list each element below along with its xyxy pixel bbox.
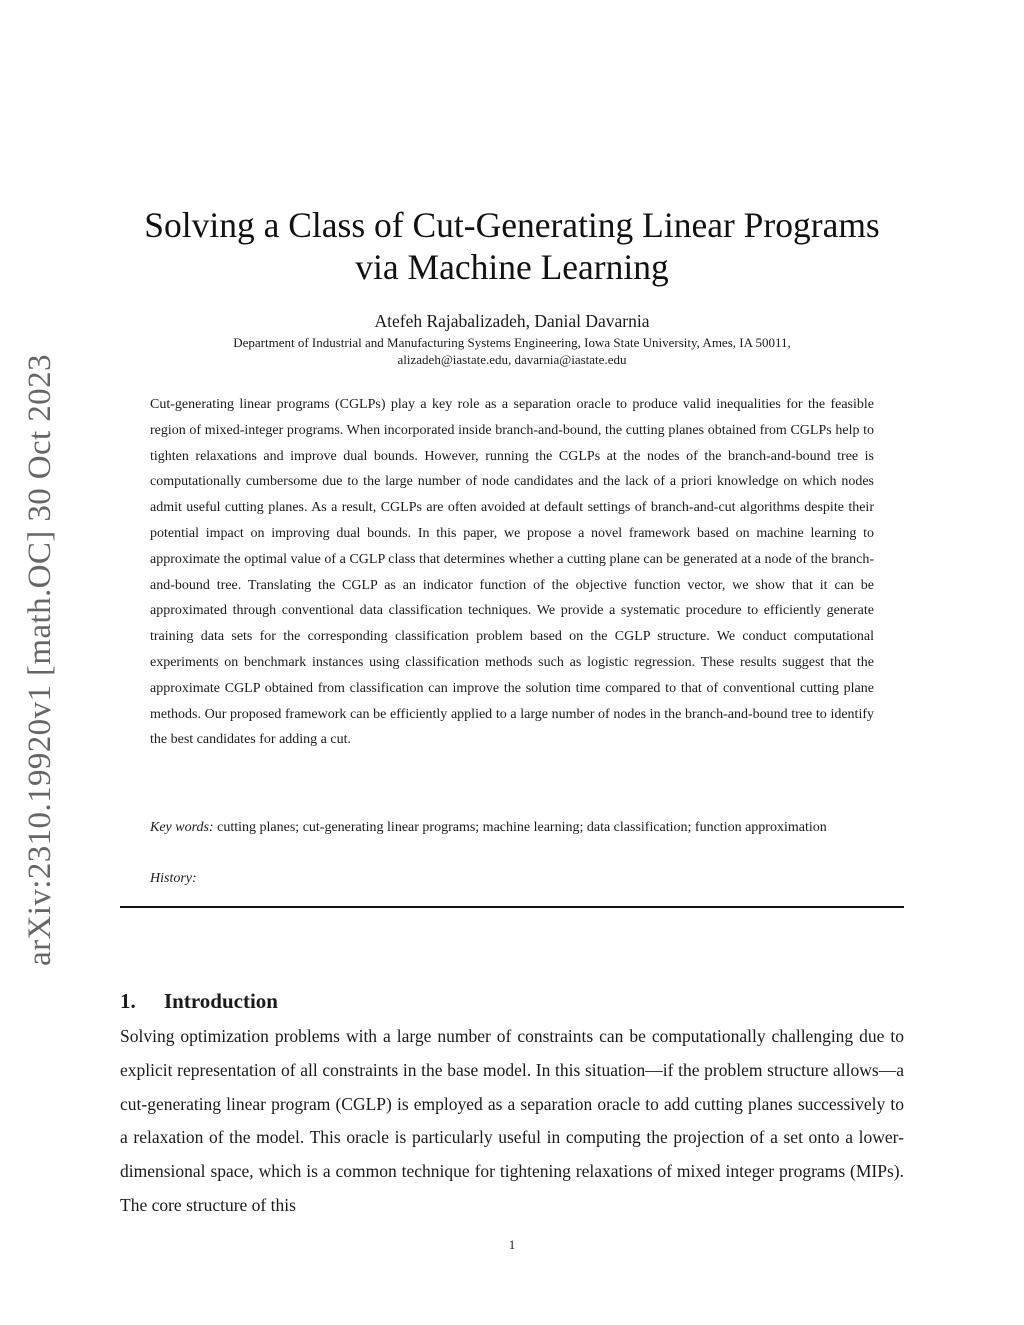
arxiv-identifier: arXiv:2310.19920v1 [math.OC] 30 Oct 2023 [22,354,58,966]
title-line-1: Solving a Class of Cut-Generating Linear Programs [144,205,880,245]
section-title: Introduction [164,989,278,1013]
keywords-label: Key words [150,820,209,835]
emails: alizadeh@iastate.edu, davarnia@iastate.edu [397,352,627,367]
paper-title [100,204,924,288]
section-number: 1. [120,989,136,1013]
section-heading [120,987,904,1015]
history: History: [150,871,197,886]
affiliation: Department of Industrial and Manufacturing Systems Engineering, Iowa State University, Ames, IA 50011, [233,335,791,350]
abstract: Cut-generating linear programs (CGLPs) play a key role as a separation oracle to produce valid inequalities for the feasible region of mixed-integer programs. When incorporated inside branch-and-bound, the cutting planes obtained from CGLPs help to tighten relaxations and improve dual bounds. However, running the CGLPs at the nodes of the branch-and-bound tree is computationally cumbersome due to the large number of node candidates and the lack of a priori knowledge on which nodes admit useful cutting planes. As a result, CGLPs are often avoided at default settings of branch-and-cut algorithms despite their potential impact on improving dual bounds. In this paper, we propose a novel framework based on machine learning to approximate the optimal value of a CGLP class that determines whether a cutting plane can be generated at a node of the branch-and-bound tree. Translating the CGLP as an indicator function of the objective function vector, we show that it can be approximated through conventional data classification techniques. We provide a systematic procedure to efficiently generate training data sets for the corresponding classification problem based on the CGLP structure. We conduct computational experiments on benchmark instances using classification methods such as logistic regression. These results suggest that the approximate CGLP obtained from classification can improve the solution time compared to that of conventional cutting plane methods. Our proposed framework can be efficiently applied to a large number of nodes in the branch-and-bound tree to identify the best candidates for adding a cut. [150,397,874,748]
affiliation-block [100,334,924,368]
keywords: Key words: cutting planes; cut-generating linear programs; machine learning; data classification; function approximation [150,820,827,835]
authors: Atefeh Rajabalizadeh, Danial Davarnia [374,311,650,331]
introduction-paragraph: Solving optimization problems with a large number of constraints can be computationally challenging due to explicit representation of all constraints in the base model. In this situation—if the problem structure allows—a cut-generating linear program (CGLP) is employed as a separation oracle to add cutting planes successively to a relaxation of the model. This oracle is particularly useful in computing the projection of a set onto a lower-dimensional space, which is a common technique for tightening relaxations of mixed integer programs (MIPs). The core structure of this [120,1026,904,1215]
keywords-text: cutting planes; cut-generating linear programs; machine learning; data classification; function approximation [217,820,827,835]
section-divider [120,906,904,908]
page-number: 1 [508,1237,516,1252]
title-line-2: via Machine Learning [355,247,669,287]
history-label: History [150,871,192,886]
